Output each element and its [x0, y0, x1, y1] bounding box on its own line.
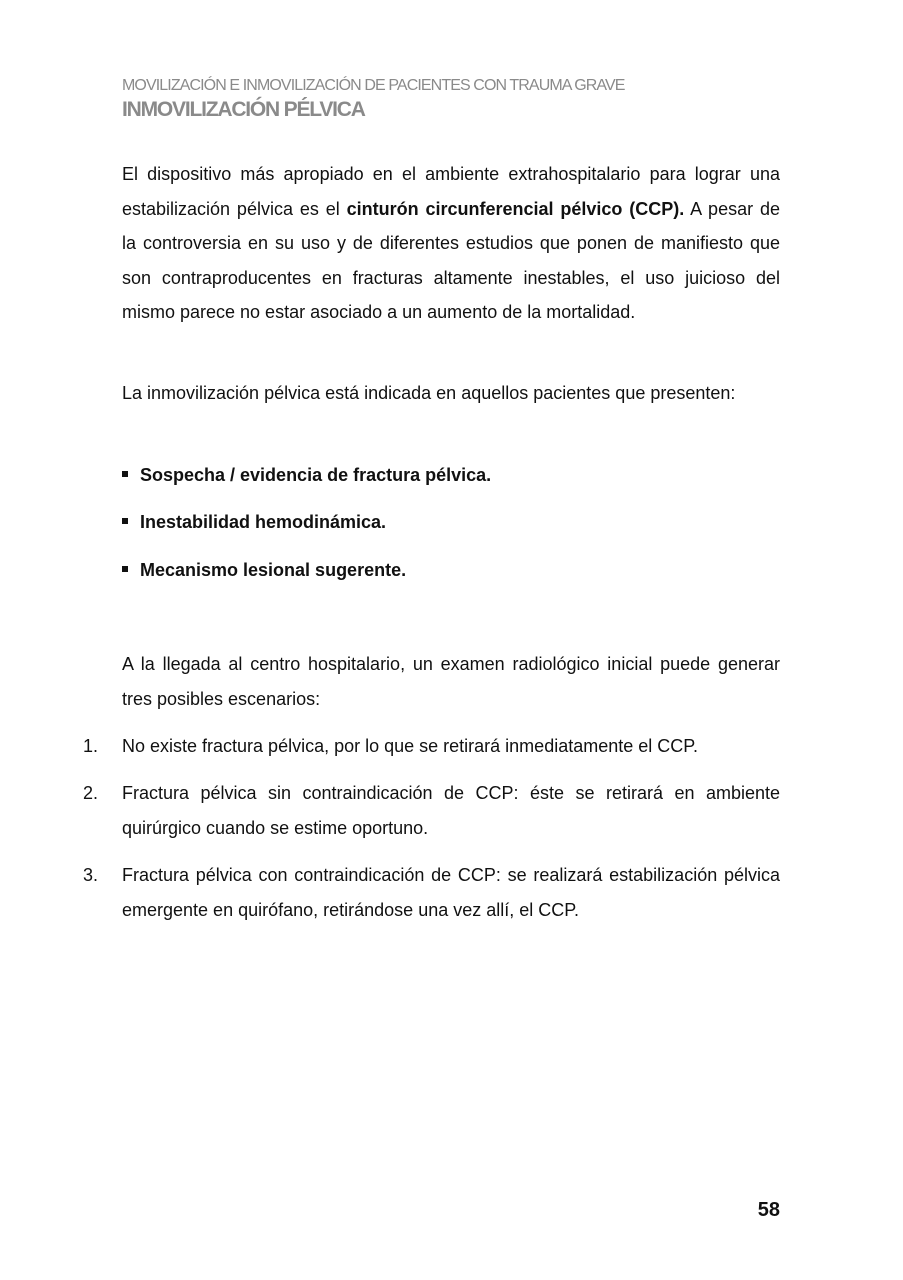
header-subtitle: MOVILIZACIÓN E INMOVILIZACIÓN DE PACIENTES CON TRAUMA GRAVE — [122, 77, 625, 94]
numbered-item-text: Fractura pélvica sin contraindicación de CCP: éste se retirará en ambiente quirúrgico cuando se estime oportuno. — [122, 783, 780, 838]
bullet-item — [122, 559, 406, 581]
numbered-item-text: No existe fractura pélvica, por lo que se retirará inmediatamente el CCP. — [122, 736, 698, 756]
square-bullet-icon — [122, 566, 128, 572]
square-bullet-icon — [122, 471, 128, 477]
bullet-text: Sospecha / evidencia de fractura pélvica. — [140, 465, 492, 485]
list-number: 2. — [83, 783, 99, 803]
square-bullet-icon — [122, 518, 128, 524]
paragraph-indications: La inmovilización pélvica está indicada en aquellos pacientes que presenten: — [122, 383, 736, 403]
bullet-text: Inestabilidad hemodinámica. — [140, 512, 387, 532]
list-number: 1. — [83, 736, 99, 756]
paragraph-ccp-text-2: A pesar de la controversia en su uso y de diferentes estudios que ponen de manifiesto que son contraproducentes en fracturas altamente inestables, el uso juicioso del mismo parece no estar asociado a un aumento de la mortalidad. — [122, 198, 780, 322]
bullet-item — [122, 464, 491, 486]
paragraph-ccp-text-1: El dispositivo más apropiado en el ambiente extrahospitalario para lograr una estabilización pélvica es el — [122, 164, 780, 219]
numbered-item-text: Fractura pélvica con contraindicación de CCP: se realizará estabilización pélvica emergente en quirófano, retirándose una vez allí, el CCP. — [122, 865, 780, 920]
paragraph-scenarios: A la llegada al centro hospitalario, un examen radiológico inicial puede generar tres posibles escenarios: — [122, 654, 780, 709]
bullet-item — [122, 511, 386, 533]
paragraph-ccp-bold: cinturón circunferencial pélvico (CCP). — [346, 198, 685, 219]
page-number: 58 — [757, 1199, 780, 1221]
list-number: 3. — [83, 865, 99, 885]
paragraph-ccp — [122, 157, 780, 330]
page-title: INMOVILIZACIÓN PÉLVICA — [122, 98, 365, 121]
bullet-text: Mecanismo lesional sugerente. — [140, 560, 407, 580]
